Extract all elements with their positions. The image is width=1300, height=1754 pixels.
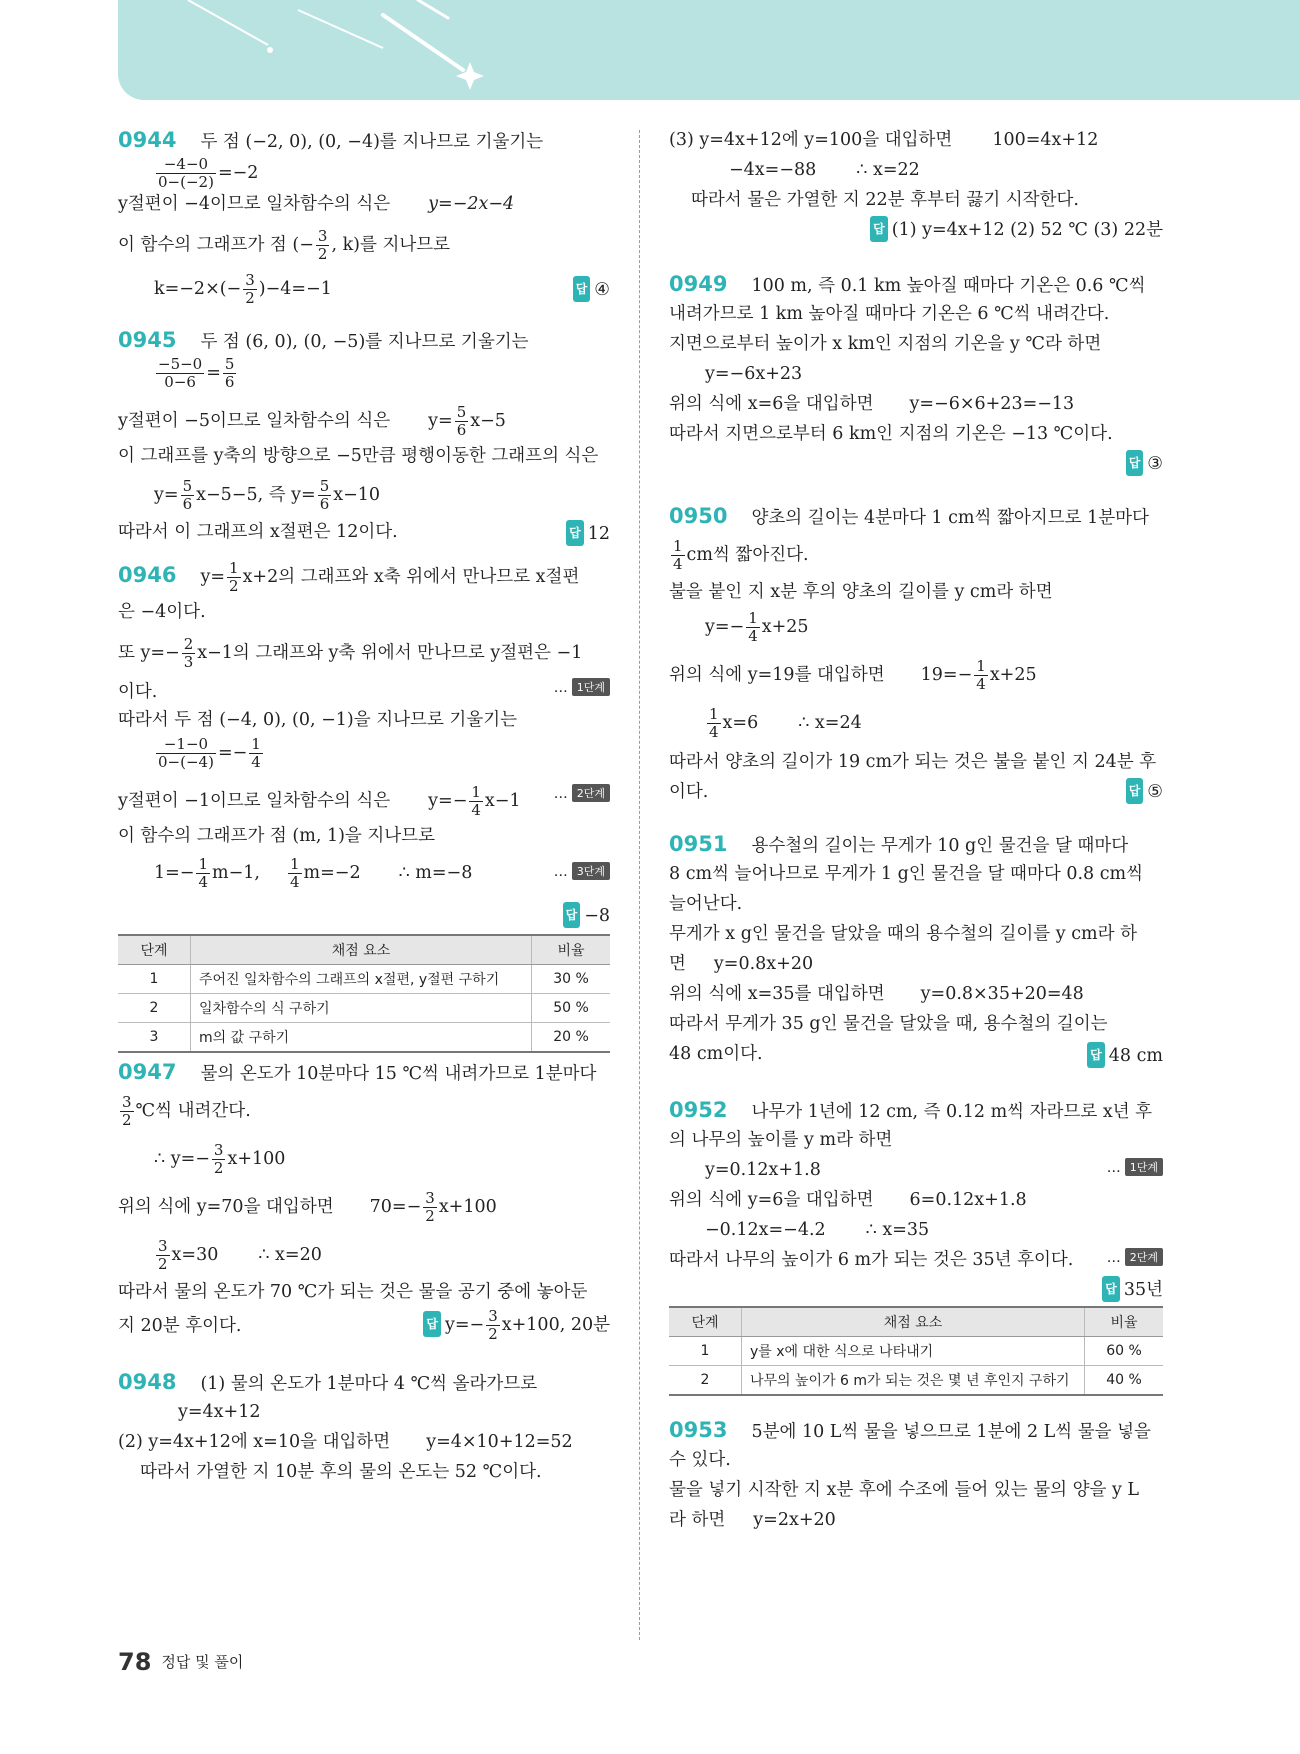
problem-0952-line5: −0.12x=−4.2 ∴ x=35 [705, 1220, 930, 1240]
fraction: $\frac{3}{2}$ [122, 1093, 132, 1129]
problem-number: 0952 [669, 1098, 728, 1122]
problem-0953-line3: 물을 넣기 시작한 지 x분 후에 수조에 들어 있는 물의 양을 y L [669, 1480, 1140, 1500]
problem-0950-line5: 위의 식에 y=19를 대입하면 19=− $\frac{1}{4}$ x+25 [669, 657, 1037, 693]
problem-0945-line4: 이 그래프를 y축의 방향으로 −5만큼 평행이동한 그래프의 식은 [118, 446, 599, 466]
step-marker-3: … 3단계 [554, 862, 610, 880]
problem-number: 0947 [118, 1060, 177, 1084]
problem-0945-line2: $\frac{-5-0}{0-6}$ = $\frac{5}{6}$ [158, 355, 235, 391]
problem-0948-line7: 따라서 물은 가열한 지 22분 후부터 끓기 시작한다. [691, 190, 1079, 210]
fraction: $\frac{-4-0}{0-(-2)}$ [158, 155, 214, 191]
decoration-lines [118, 0, 1300, 100]
fraction: $\frac{1}{4}$ [709, 705, 719, 741]
problem-0950-line4: y=− $\frac{1}{4}$ x+25 [705, 609, 809, 645]
table-row: 3 m의 값 구하기 20 % [118, 1023, 610, 1053]
fraction: $\frac{1}{2}$ [229, 559, 239, 595]
problem-0945-line6: 따라서 이 그래프의 x절편은 12이다. [118, 522, 398, 542]
problem-number: 0948 [118, 1370, 177, 1394]
problem-0947-line4: 위의 식에 y=70을 대입하면 70=− $\frac{3}{2}$ x+100 [118, 1189, 497, 1225]
answer-0947: 답 y=− $\frac{3}{2}$ x+100, 20분 [423, 1308, 610, 1343]
fraction: $\frac{5}{6}$ [224, 355, 235, 391]
problem-0952-line6: 따라서 나무의 높이가 6 m가 되는 것은 35년 후이다. [669, 1250, 1074, 1270]
problem-0946-line5: 따라서 두 점 (−4, 0), (0, −1)을 지나므로 기울기는 [118, 710, 518, 730]
problem-number: 0950 [669, 504, 728, 528]
fraction: $\frac{-1-0}{0-(-4)}$ [158, 735, 214, 771]
problem-0950-line3: 불을 붙인 지 x분 후의 양초의 길이를 y cm라 하면 [669, 582, 1053, 602]
problem-0951-line6: 위의 식에 x=35를 대입하면 y=0.8×35+20=48 [669, 984, 1084, 1004]
problem-0946-line2: 은 −4이다. [118, 602, 206, 622]
problem-0945-line1: 0945 두 점 (6, 0), (0, −5)를 지나므로 기울기는 [118, 328, 529, 352]
answer-badge: 답 [1087, 1042, 1105, 1068]
problem-0951-line5: 면 y=0.8x+20 [669, 954, 814, 974]
problem-0946-line9: 1=− $\frac{1}{4}$ m−1, $\frac{1}{4}$ m=−2 ∴ m=−8 [154, 855, 473, 891]
fraction: $\frac{1}{4}$ [289, 855, 300, 891]
problem-0948-line5: (3) y=4x+12에 y=100을 대입하면 100=4x+12 [669, 130, 1099, 150]
problem-0951-line8: 48 cm이다. [669, 1044, 763, 1064]
step-marker-2: … 2단계 [1107, 1248, 1163, 1266]
problem-number: 0945 [118, 328, 177, 352]
problem-0946-line1: 0946 y= $\frac{1}{2}$ x+2의 그래프와 x축 위에서 만나므로 x절편 [118, 559, 580, 595]
problem-0949-line1: 0949 100 m, 즉 0.1 km 높아질 때마다 기온은 0.6 ℃씩 [669, 272, 1146, 296]
problem-0946-line4: 이다. [118, 682, 158, 702]
table-row: 1 y를 x에 대한 식으로 나타내기 60 % [669, 1337, 1163, 1366]
problem-0944-line3: y절편이 −4이므로 일차함수의 식은 y=−2x−4 [118, 194, 515, 214]
answer-0951: 답 48 cm [1087, 1042, 1163, 1068]
answer-badge: 답 [1102, 1276, 1120, 1302]
answer-badge: 답 [870, 216, 888, 242]
problem-0946-line7: y절편이 −1이므로 일차함수의 식은 y=− $\frac{1}{4}$ x−1 [118, 783, 521, 819]
problem-0951-line7: 따라서 무게가 35 g인 물건을 달았을 때, 용수철의 길이는 [669, 1014, 1108, 1034]
problem-0948-line2: y=4x+12 [178, 1402, 261, 1422]
answer-0945: 답 12 [566, 520, 610, 546]
problem-0946-line8: 이 함수의 그래프가 점 (m, 1)을 지나므로 [118, 826, 435, 846]
fraction: $\frac{-5-0}{0-6}$ [158, 355, 203, 391]
fraction: $\frac{3}{2}$ [245, 271, 255, 307]
problem-number: 0946 [118, 563, 177, 587]
fraction: $\frac{3}{2}$ [425, 1189, 435, 1225]
answer-badge: 답 [1126, 450, 1144, 476]
fraction: $\frac{3}{2}$ [317, 227, 328, 263]
answer-0948: 답 (1) y=4x+12 (2) 52 ℃ (3) 22분 [870, 216, 1163, 242]
header-banner [118, 0, 1300, 100]
problem-0948-line1: 0948 (1) 물의 온도가 1분마다 4 ℃씩 올라가므로 [118, 1370, 538, 1394]
problem-0947-line2: $\frac{3}{2}$ ℃씩 내려간다. [122, 1093, 251, 1129]
footer-title: 정답 및 풀이 [161, 1653, 244, 1671]
fraction: $\frac{3}{2}$ [213, 1141, 224, 1177]
step-marker-1: … 1단계 [1107, 1158, 1163, 1176]
fraction: $\frac{1}{4}$ [976, 657, 986, 693]
fraction: $\frac{1}{4}$ [673, 537, 683, 573]
problem-0952-line4: 위의 식에 y=6을 대입하면 6=0.12x+1.8 [669, 1190, 1027, 1210]
fraction: $\frac{1}{4}$ [471, 783, 481, 819]
problem-0947-line3: ∴ y=− $\frac{3}{2}$ x+100 [154, 1141, 286, 1177]
problem-number: 0951 [669, 832, 728, 856]
problem-0948-line3: (2) y=4x+12에 x=10을 대입하면 y=4×10+12=52 [118, 1432, 573, 1452]
answer-badge: 답 [1126, 778, 1144, 804]
answer-0950: 답 ⑤ [1126, 778, 1163, 804]
problem-0952-line1: 0952 나무가 1년에 12 cm, 즉 0.12 m씩 자라므로 x년 후 [669, 1098, 1153, 1122]
fraction: $\frac{3}{2}$ [158, 1237, 168, 1273]
problem-0944-line4: 이 함수의 그래프가 점 (− $\frac{3}{2}$ , k)를 지나므로 [118, 227, 451, 263]
fraction: $\frac{5}{6}$ [182, 477, 193, 513]
problem-0946-line3: 또 y=− $\frac{2}{3}$ x−1의 그래프와 y축 위에서 만나므로 y절편은 −1 [118, 635, 583, 671]
answer-0949: 답 ③ [1126, 450, 1163, 476]
problem-0948-line4: 따라서 가열한 지 10분 후의 물의 온도는 52 ℃이다. [140, 1462, 542, 1482]
problem-0950-line8: 이다. [669, 782, 709, 802]
answer-badge: 답 [566, 520, 584, 546]
answer-badge: 답 [573, 276, 591, 302]
problem-0952-line3: y=0.12x+1.8 [705, 1160, 821, 1180]
problem-0949-line4: y=−6x+23 [705, 364, 803, 384]
answer-0946: 답 −8 [563, 902, 610, 928]
page-footer [118, 1648, 243, 1676]
problem-0949-line2: 내려가므로 1 km 높아질 때마다 기온은 6 ℃씩 내려간다. [669, 304, 1110, 324]
column-divider [639, 130, 640, 1640]
problem-0951-line1: 0951 용수철의 길이는 무게가 10 g인 물건을 달 때마다 [669, 832, 1129, 856]
problem-number: 0953 [669, 1418, 728, 1442]
problem-0950-line7: 따라서 양초의 길이가 19 cm가 되는 것은 불을 붙인 지 24분 후 [669, 752, 1157, 772]
scoring-table-0952: 단계 채점 요소 비율 1 y를 x에 대한 식으로 나타내기 60 % 2 나무의 높이가 6 m가 되는 것은 몇 년 후인지 구하기 40 % [669, 1306, 1163, 1396]
fraction: $\frac{1}{4}$ [198, 855, 209, 891]
problem-0945-line5: y= $\frac{5}{6}$ x−5−5, 즉 y= $\frac{5}{6}$ x−10 [154, 477, 381, 513]
answer-badge: 답 [423, 1311, 441, 1337]
problem-0949-line3: 지면으로부터 높이가 x km인 지점의 기온을 y ℃라 하면 [669, 334, 1102, 354]
problem-0947-line7: 지 20분 후이다. [118, 1316, 242, 1336]
problem-0946-line6: $\frac{-1-0}{0-(-4)}$ =− $\frac{1}{4}$ [158, 735, 261, 771]
problem-0953-line1: 0953 5분에 10 L씩 물을 넣으므로 1분에 2 L씩 물을 넣을 [669, 1418, 1151, 1442]
page-number: 78 [118, 1648, 152, 1676]
problem-0951-line4: 무게가 x g인 물건을 달았을 때의 용수철의 길이를 y cm라 하 [669, 924, 1137, 944]
problem-0947-line1: 0947 물의 온도가 10분마다 15 ℃씩 내려가므로 1분마다 [118, 1060, 597, 1084]
problem-0945-line3: y절편이 −5이므로 일차함수의 식은 y= $\frac{5}{6}$ x−5 [118, 403, 506, 439]
answer-badge: 답 [563, 902, 581, 928]
answer-0944: 답 ④ [573, 276, 610, 302]
problem-0944-line5: k=−2×(− $\frac{3}{2}$ )−4=−1 [154, 271, 332, 307]
fraction: $\frac{2}{3}$ [183, 635, 194, 671]
scoring-table-0946: 단계 채점 요소 비율 1 주어진 일차함수의 그래프의 x절편, y절편 구하기 30 % 2 일차함수의 식 구하기 50 % 3 m의 값 구하기 20 % [118, 934, 610, 1053]
problem-0947-line6: 따라서 물의 온도가 70 ℃가 되는 것은 물을 공기 중에 놓아둔 [118, 1282, 588, 1302]
fraction: $\frac{5}{6}$ [456, 403, 467, 439]
problem-0948-line6: −4x=−88 ∴ x=22 [729, 160, 920, 180]
problem-0953-line4: 라 하면 y=2x+20 [669, 1510, 836, 1530]
fraction: $\frac{1}{4}$ [748, 609, 758, 645]
problem-number: 0949 [669, 272, 728, 296]
problem-0944-line2: $\frac{-4-0}{0-(-2)}$ =−2 [158, 155, 259, 191]
fraction: $\frac{3}{2}$ [488, 1307, 498, 1343]
problem-number: 0944 [118, 128, 177, 152]
problem-0953-line2: 수 있다. [669, 1450, 731, 1470]
problem-0950-line6: $\frac{1}{4}$ x=6 ∴ x=24 [709, 705, 862, 741]
table-row: 2 나무의 높이가 6 m가 되는 것은 몇 년 후인지 구하기 40 % [669, 1366, 1163, 1396]
table-row: 1 주어진 일차함수의 그래프의 x절편, y절편 구하기 30 % [118, 965, 610, 994]
step-marker-2: … 2단계 [554, 784, 610, 802]
problem-0952-line2: 의 나무의 높이를 y m라 하면 [669, 1130, 893, 1150]
problem-0951-line3: 늘어난다. [669, 894, 743, 914]
problem-0951-line2: 8 cm씩 늘어나므로 무게가 1 g인 물건을 달 때마다 0.8 cm씩 [669, 864, 1144, 884]
problem-0950-line1: 0950 양초의 길이는 4분마다 1 cm씩 짧아지므로 1분마다 [669, 504, 1149, 528]
problem-0944-line1: 0944 두 점 (−2, 0), (0, −4)를 지나므로 기울기는 [118, 128, 544, 152]
answer-0952: 답 35년 [1102, 1276, 1163, 1302]
table-row: 2 일차함수의 식 구하기 50 % [118, 994, 610, 1023]
problem-0949-line5: 위의 식에 x=6을 대입하면 y=−6×6+23=−13 [669, 394, 1075, 414]
problem-0950-line2: $\frac{1}{4}$ cm씩 짧아진다. [673, 537, 809, 573]
step-marker-1: … 1단계 [554, 678, 610, 696]
problem-0947-line5: $\frac{3}{2}$ x=30 ∴ x=20 [158, 1237, 322, 1273]
problem-0949-line6: 따라서 지면으로부터 6 km인 지점의 기온은 −13 ℃이다. [669, 424, 1113, 444]
fraction: $\frac{5}{6}$ [319, 477, 330, 513]
fraction: $\frac{1}{4}$ [251, 735, 261, 771]
